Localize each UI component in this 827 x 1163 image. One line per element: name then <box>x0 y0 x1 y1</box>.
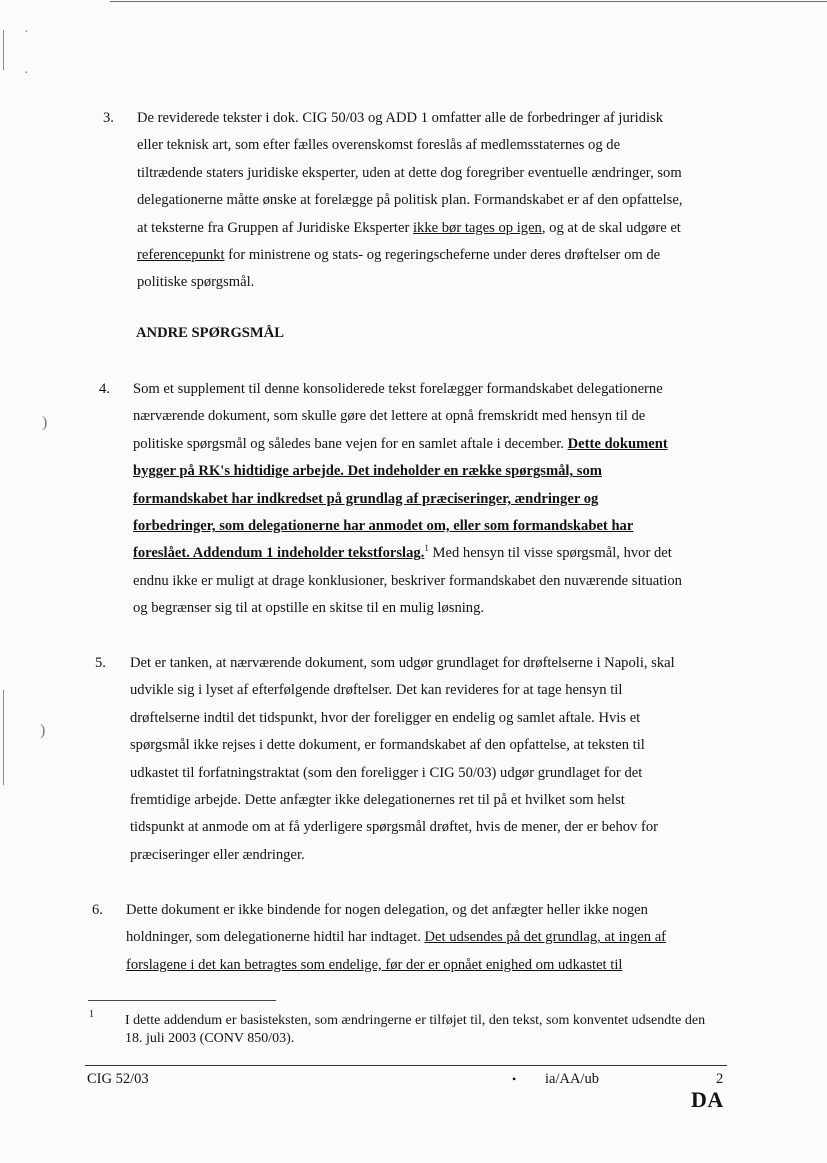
text-run: Dette dokument <box>567 435 668 452</box>
text-line <box>137 215 757 242</box>
text-line <box>133 595 753 622</box>
text-run: Med hensyn til visse spørgsmål, hvor det <box>428 545 672 562</box>
text-line <box>133 403 753 430</box>
text-run: udkastet til forfatningstraktat (som den foreligger i CIG 50/03) udgør grundlaget for det <box>130 764 643 781</box>
text-run: fremtidige arbejde. Dette anfægter ikke delegationernes ret til på et hvilket som helst <box>130 792 625 809</box>
text-line <box>130 705 750 732</box>
text-line <box>126 897 746 924</box>
paragraph-body <box>126 897 746 979</box>
footnote-text: I dette addendum er basisteksten, som ændringerne er tilføjet til, den tekst, som konventet udsendte den 18. juli 2003 (CONV 850/03). <box>125 1013 706 1046</box>
text-run: tidspunkt at anmode om at få yderligere spørgsmål drøftet, hvis de mener, der er behov for <box>130 819 659 836</box>
text-line <box>137 269 757 296</box>
text-run: præciseringer eller ændringer. <box>130 846 305 863</box>
text-run: ikke bør tages op igen <box>412 219 542 236</box>
document-reference: ia/AA/ub <box>545 1071 599 1087</box>
text-run: referencepunkt <box>137 247 225 264</box>
text-line <box>137 242 757 269</box>
footnote-marker: 1 <box>89 1009 94 1020</box>
text-run: og begrænser sig til at opstille en skitse til en mulig løsning. <box>133 600 485 617</box>
text-run: at teksterne fra Gruppen af Juridiske Eksperter <box>137 219 413 236</box>
margin-paren-mark: ) <box>42 414 48 431</box>
scan-edge-line <box>3 30 4 70</box>
text-run: for ministrene og stats- og regeringscheferne under deres drøftelser om de <box>224 247 661 264</box>
paragraph-number: 5. <box>95 655 106 671</box>
text-run: endnu ikke er muligt at drage konklusioner, beskriver formandskabet den nuværende situation <box>133 572 682 589</box>
margin-dot: · <box>24 25 29 40</box>
text-run: politiske spørgsmål. <box>137 274 255 291</box>
text-run: Dette dokument er ikke bindende for nogen delegation, og det anfægter heller ikke nogen <box>126 902 648 918</box>
text-run: tiltrædende staters juridiske eksperter, uden at dette dog foregriber eventuelle ændringer, som <box>137 164 682 181</box>
text-line <box>126 924 746 951</box>
text-line <box>130 760 750 787</box>
paragraph-number: 3. <box>103 110 114 126</box>
text-run: holdninger, som delegationerne hidtil har indtaget. <box>126 929 425 946</box>
text-run: forbedringer, som delegationerne har anmodet om, eller som formandskabet har <box>133 518 634 535</box>
margin-paren-mark: ) <box>40 722 46 739</box>
text-run: forslagene i det kan betragtes som endelige, før der er opnået enighed om udkastet til <box>126 956 623 973</box>
text-line <box>133 458 753 485</box>
language-code: DA <box>691 1087 724 1112</box>
text-run: drøftelserne indtil det tidspunkt, hvor der foreligger en endelig og samlet aftale. Hvis et <box>130 709 641 726</box>
page-number: 2 <box>716 1071 724 1087</box>
text-run: bygger på RK's hidtidige arbejde. Det indeholder en række spørgsmål, som <box>133 463 602 480</box>
text-line <box>130 732 750 759</box>
footnote-reference: 1 <box>424 543 429 554</box>
margin-dot: · <box>24 66 29 81</box>
text-line <box>130 787 750 814</box>
footnote-separator <box>88 1000 276 1001</box>
text-run: spørgsmål ikke rejses i dette dokument, er formandskabet af den opfattelse, at teksten til <box>130 737 645 754</box>
text-line <box>133 568 753 595</box>
text-line <box>133 486 753 513</box>
paragraph-body <box>137 105 757 297</box>
scan-top-border <box>0 0 827 3</box>
text-line <box>126 952 746 979</box>
text-line <box>137 187 757 214</box>
text-run: Det er tanken, at nærværende dokument, som udgør grundlaget for drøftelserne i Napoli, skal <box>130 655 675 671</box>
footer-rule <box>85 1065 727 1066</box>
text-line <box>137 132 757 159</box>
text-run: formandskabet har indkredset på grundlag af præciseringer, ændringer og <box>133 490 599 507</box>
text-run: politiske spørgsmål og således bane vejen for en samlet aftale i december. <box>133 435 568 452</box>
paragraph-body <box>133 376 753 623</box>
text-line <box>137 160 757 187</box>
text-line <box>130 842 750 869</box>
paragraph-body <box>130 650 750 869</box>
text-run: udvikle sig i lyset af efterfølgende drøftelser. Det kan revideres for at tage hensyn til <box>130 682 623 699</box>
text-run: nærværende dokument, som skulle gøre det lettere at opnå fremskridt med hensyn til de <box>133 408 646 425</box>
text-line <box>130 677 750 704</box>
scan-edge-line <box>3 690 4 785</box>
text-run: Som et supplement til denne konsoliderede tekst forelægger formandskabet delegationerne <box>133 381 663 397</box>
paragraph-number: 4. <box>99 381 110 397</box>
text-line <box>133 431 753 458</box>
text-run: , og at de skal udgøre et <box>541 219 681 236</box>
text-run: delegationerne måtte ønske at forelægge på politisk plan. Formandskabet er af den opfattelse, <box>137 192 683 209</box>
text-line <box>133 513 753 540</box>
text-line <box>137 105 757 132</box>
paragraph-number: 6. <box>92 902 103 918</box>
text-run: De reviderede tekster i dok. CIG 50/03 og ADD 1 omfatter alle de forbedringer af juridisk <box>137 110 664 126</box>
text-line <box>133 376 753 403</box>
text-run: Det udsendes på det grundlag, at ingen af <box>424 929 667 946</box>
text-run: eller teknisk art, som efter fælles overenskomst foreslås af medlemsstaternes og de <box>137 137 621 154</box>
document-code: CIG 52/03 <box>87 1071 149 1087</box>
text-run: foreslået. Addendum 1 indeholder tekstforslag. <box>133 545 425 562</box>
text-line <box>130 650 750 677</box>
section-heading: ANDRE SPØRGSMÅL <box>136 325 284 341</box>
text-line <box>133 540 753 567</box>
footer-bullet: • <box>512 1072 517 1086</box>
text-line <box>130 814 750 841</box>
